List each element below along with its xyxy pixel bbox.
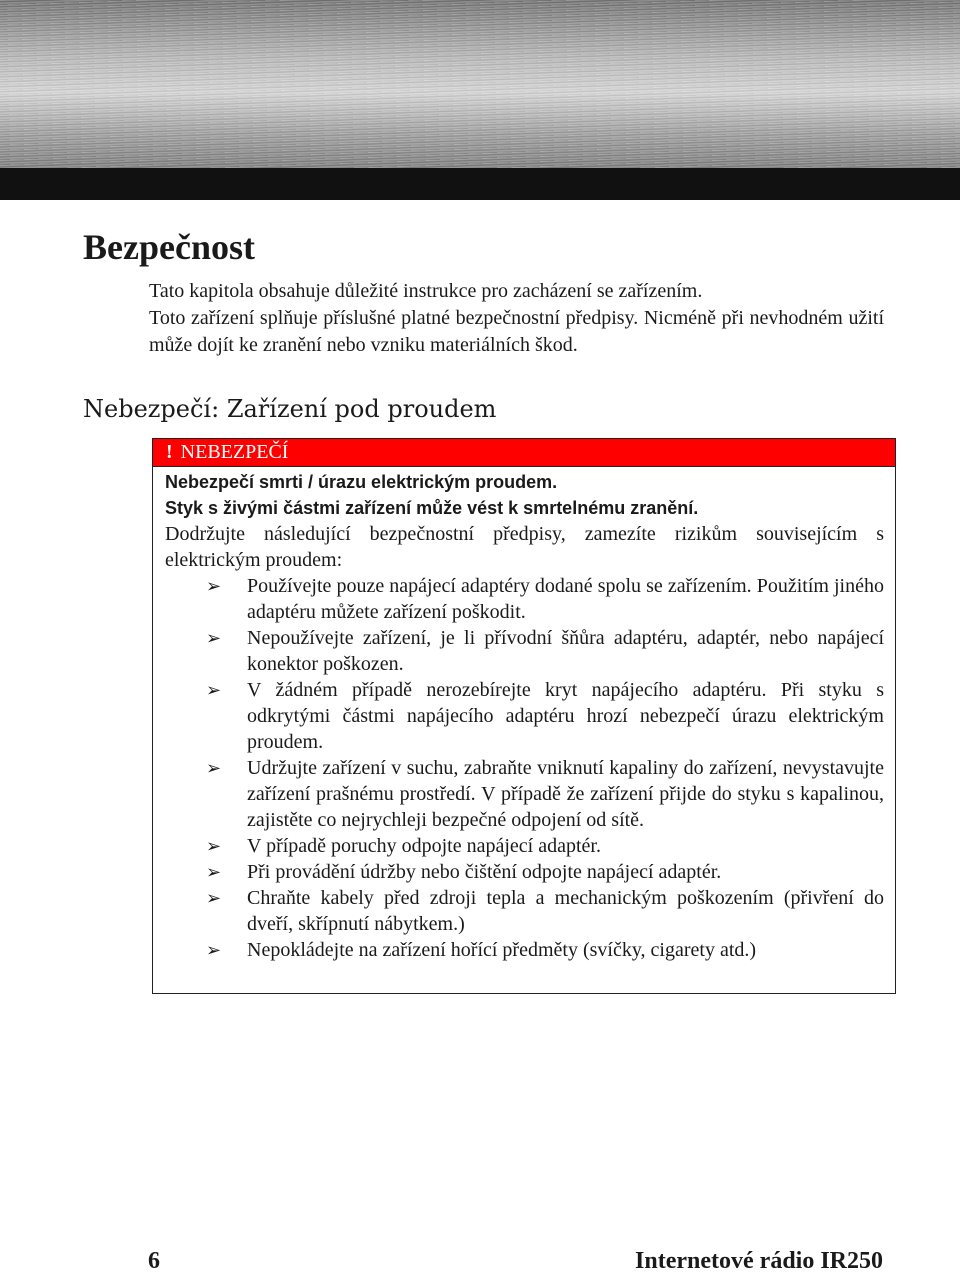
page-title: Bezpečnost [83, 227, 255, 267]
list-item [165, 625, 884, 677]
list-item-text: Nepoužívejte zařízení, je li přívodní šňůra adaptéru, adaptér, nebo napájecí konektor poškozen. [247, 627, 884, 675]
list-item [165, 755, 884, 833]
list-item-text: V případě poruchy odpojte napájecí adaptér. [247, 835, 601, 857]
intro-paragraph-2: Toto zařízení splňuje příslušné platné bezpečnostní předpisy. Nicméně při nevhodném užití může dojít ke zranění nebo vzniku materiálních škod. [149, 307, 884, 356]
list-item-text: Udržujte zařízení v suchu, zabraňte vniknutí kapaliny do zařízení, nevystavujte zařízení prašnému prostředí. V případě že zařízení přijde do styku s kapalinou, zajistěte co nejrychleji bezpečné odpojení od sítě. [247, 757, 884, 831]
danger-label: NEBEZPEČÍ [180, 441, 289, 463]
exclamation-icon: ! [166, 441, 173, 463]
header-metal-band [0, 0, 960, 168]
arrow-bullet-icon: ➢ [206, 836, 222, 856]
danger-warning-box [152, 438, 896, 994]
arrow-bullet-icon: ➢ [206, 758, 222, 778]
list-item [165, 677, 884, 755]
danger-header [153, 439, 895, 467]
arrow-bullet-icon: ➢ [206, 628, 222, 648]
arrow-bullet-icon: ➢ [206, 680, 222, 700]
intro-text [149, 278, 884, 359]
list-item [165, 885, 884, 937]
list-item-text: Při provádění údržby nebo čištění odpojte napájecí adaptér. [247, 861, 722, 883]
list-item [165, 573, 884, 625]
section-heading: Nebezpečí: Zařízení pod proudem [83, 395, 497, 423]
list-item [165, 937, 884, 963]
intro-paragraph-1: Tato kapitola obsahuje důležité instrukce pro zacházení se zařízením. [149, 280, 703, 302]
header-dark-bar [0, 168, 960, 200]
list-item [165, 833, 884, 859]
danger-body [153, 467, 895, 963]
danger-bold-line-1: Nebezpečí smrti / úrazu elektrickým proudem. [165, 472, 558, 492]
footer-product-title: Internetové rádio IR250 [635, 1248, 883, 1274]
list-item-text: Používejte pouze napájecí adaptéry dodané spolu se zařízením. Použitím jiného adaptéru můžete zařízení poškodit. [247, 575, 884, 623]
list-item-text: Chraňte kabely před zdroji tepla a mechanickým poškozením (přivření do dveří, skřípnutí nábytkem.) [247, 887, 884, 935]
list-item-text: Nepokládejte na zařízení hořící předměty (svíčky, cigarety atd.) [247, 939, 757, 961]
safety-rules-list [165, 573, 884, 963]
arrow-bullet-icon: ➢ [206, 888, 222, 908]
list-item-text: V žádném případě nerozebírejte kryt napájecího adaptéru. Při styku s odkrytými částmi napájecího adaptéru hrozí nebezpečí úrazu elektrickým proudem. [247, 679, 884, 753]
arrow-bullet-icon: ➢ [206, 862, 222, 882]
page-number: 6 [148, 1248, 160, 1274]
list-item [165, 859, 884, 885]
arrow-bullet-icon: ➢ [206, 576, 222, 596]
danger-intro: Dodržujte následující bezpečnostní předpisy, zamezíte rizikům souvisejícím s elektrickým proudem: [165, 523, 884, 571]
danger-bold-line-2: Styk s živými částmi zařízení může vést k smrtelnému zranění. [165, 498, 699, 518]
arrow-bullet-icon: ➢ [206, 940, 222, 960]
